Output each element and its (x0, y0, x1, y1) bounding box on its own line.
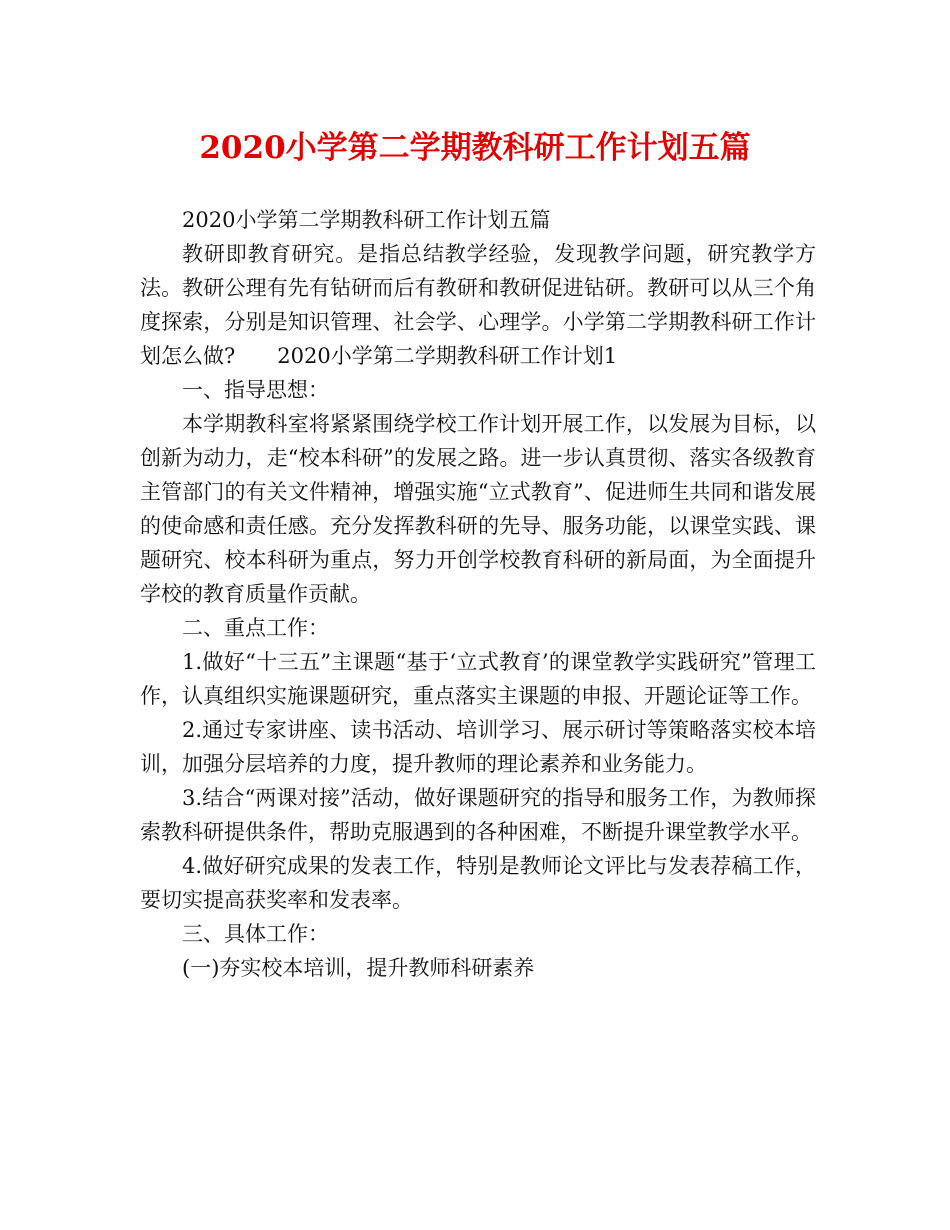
section-heading-guiding-thought: 一、指导思想： (182, 378, 329, 402)
section-heading-specific-work: 三、具体工作： (182, 922, 329, 946)
list-item-key-work-2: 2.通过专家讲座、读书活动、培训学习、展示研讨等策略落实校本培训，加强分层培养的力度，提升教师的理论素养和业务能力。 (140, 718, 816, 776)
paragraph-intro: 教研即教育研究。是指总结教学经验，发现教学问题，研究教学方法。教研公理有先有钻研而后有教研和教研促进钻研。教研可以从三个角度探索，分别是知识管理、社会学、心理学。小学第二学期教科研工作计划怎么做? 2020小学第二学期教科研工作计划1 (140, 242, 816, 368)
paragraph-subtitle: 2020小学第二学期教科研工作计划五篇 (182, 208, 551, 232)
section-heading-key-work: 二、重点工作： (182, 616, 329, 640)
list-item-key-work-1: 1.做好“十三五”主课题“基于‘立式教育’的课堂教学实践研究”管理工作，认真组织实施课题研究，重点落实主课题的申报、开题论证等工作。 (140, 650, 816, 708)
paragraph-guiding-thought: 本学期教科室将紧紧围绕学校工作计划开展工作，以发展为目标，以创新为动力，走“校本科研”的发展之路。进一步认真贯彻、落实各级教育主管部门的有关文件精神，增强实施“立式教育”、促进师生共同和谐发展的使命感和责任感。充分发挥教科研的先导、服务功能，以课堂实践、课题研究、校本科研为重点，努力开创学校教育科研的新局面，为全面提升学校的教育质量作贡献。 (140, 412, 816, 606)
subsection-heading-training: (一)夯实校本培训，提升教师科研素养 (182, 956, 535, 980)
list-item-key-work-4: 4.做好研究成果的发表工作，特别是教师论文评比与发表荐稿工作，要切实提高获奖率和发表率。 (140, 854, 816, 912)
document-title: 2020小学第二学期教科研工作计划五篇 (199, 130, 751, 166)
document-body (140, 203, 816, 985)
list-item-key-work-3: 3.结合“两课对接”活动，做好课题研究的指导和服务工作，为教师探索教科研提供条件，帮助克服遇到的各种困难，不断提升课堂教学水平。 (140, 786, 816, 844)
